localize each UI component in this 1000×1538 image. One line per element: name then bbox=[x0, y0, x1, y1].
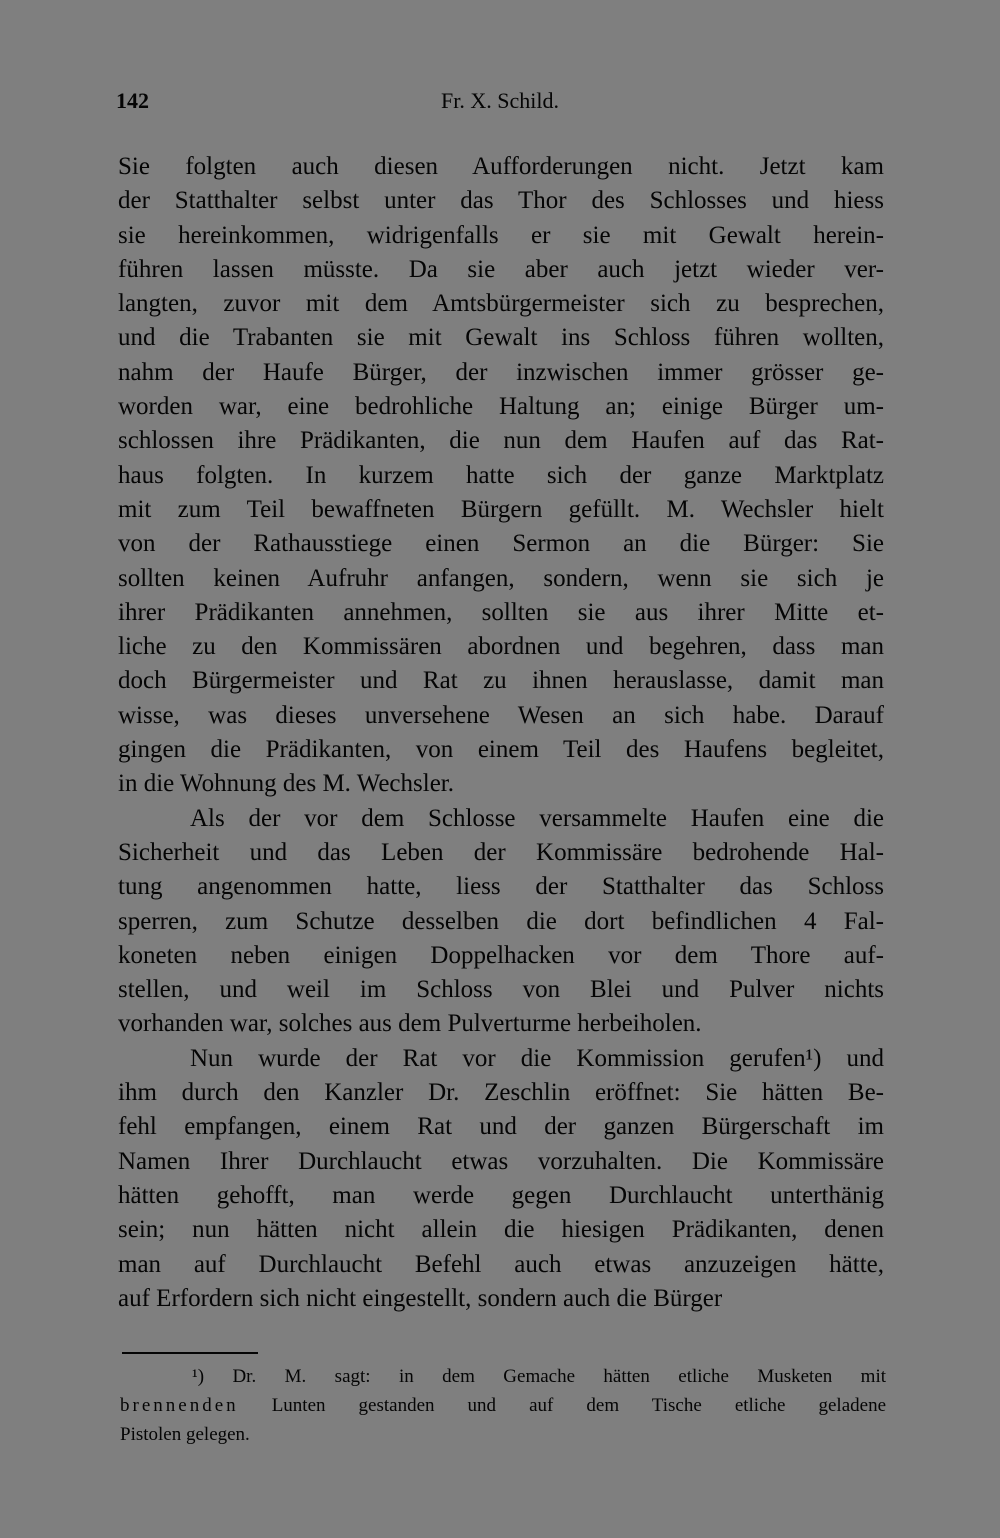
text-line: Als der vor dem Schlosse versammelte Haufen eine die bbox=[190, 804, 884, 832]
text-line: sie hereinkommen, widrigenfalls er sie mit Gewalt herein- bbox=[118, 221, 884, 249]
page-number: 142 bbox=[116, 88, 149, 113]
text-line: stellen, und weil im Schloss von Blei und Pulver nichts bbox=[118, 976, 884, 1004]
footnote-marker: ¹) bbox=[192, 1366, 205, 1387]
text-line: nahm der Haufe Bürger, der inzwischen immer grösser ge- bbox=[118, 358, 884, 386]
text-line: langten, zuvor mit dem Amtsbürgermeister sich zu besprechen, bbox=[118, 290, 884, 318]
text-line: gingen die Prädikanten, von einem Teil des Haufens begleitet, bbox=[118, 736, 884, 764]
text-line: und die Trabanten sie mit Gewalt ins Schloss führen wollten, bbox=[118, 324, 884, 352]
text-line: von der Rathausstiege einen Sermon an die Bürger: Sie bbox=[118, 530, 884, 558]
paragraph bbox=[118, 802, 884, 1042]
text-line: fehl empfangen, einem Rat und der ganzen Bürgerschaft im bbox=[118, 1113, 884, 1141]
text-line: koneten neben einigen Doppelhacken vor dem Thore auf- bbox=[118, 941, 884, 969]
footnote-spaced-word: brennenden bbox=[120, 1395, 239, 1416]
text-line: schlossen ihre Prädikanten, die nun dem Haufen auf das Rat- bbox=[118, 427, 884, 455]
running-head: Fr. X. Schild. bbox=[441, 88, 559, 113]
footnote-text: Dr. M. sagt: in dem Gemache hätten etliche Musketen mit bbox=[232, 1366, 886, 1387]
footnote-line bbox=[120, 1391, 886, 1420]
text-line: Nun wurde der Rat vor die Kommission gerufen¹) und bbox=[190, 1044, 884, 1072]
text-line: worden war, eine bedrohliche Haltung an; einige Bürger um- bbox=[118, 393, 884, 421]
text-line: Sie folgten auch diesen Aufforderungen nicht. Jetzt kam bbox=[118, 153, 884, 180]
text-line: man auf Durchlaucht Befehl auch etwas anzuzeigen hätte, bbox=[118, 1250, 884, 1278]
text-line: tung angenommen hatte, liess der Statthalter das Schloss bbox=[118, 873, 884, 901]
footnote-line bbox=[120, 1420, 886, 1449]
footnote-divider bbox=[122, 1352, 258, 1354]
text-line: wisse, was dieses unversehene Wesen an sich habe. Darauf bbox=[118, 701, 884, 729]
paragraph bbox=[118, 1042, 884, 1316]
text-line: der Statthalter selbst unter das Thor des Schlosses und hiess bbox=[118, 187, 884, 215]
footnotes bbox=[120, 1362, 886, 1449]
text-line: Namen Ihrer Durchlaucht etwas vorzuhalten. Die Kommissäre bbox=[118, 1147, 884, 1175]
text-line: hätten gehofft, man werde gegen Durchlaucht unterthänig bbox=[118, 1181, 884, 1209]
footnote-line bbox=[120, 1362, 886, 1391]
text-line: Sicherheit und das Leben der Kommissäre bedrohende Hal- bbox=[118, 838, 884, 866]
text-line: auf Erfordern sich nicht eingestellt, sondern auch die Bürger bbox=[118, 1284, 723, 1312]
text-line: führen lassen müsste. Da sie aber auch jetzt wieder ver- bbox=[118, 255, 884, 283]
text-line: sein; nun hätten nicht allein die hiesigen Prädikanten, denen bbox=[118, 1216, 884, 1244]
text-line: doch Bürgermeister und Rat zu ihnen herauslasse, damit man bbox=[118, 667, 884, 695]
text-line: sperren, zum Schutze desselben die dort befindlichen 4 Fal- bbox=[118, 907, 884, 935]
body-text bbox=[118, 150, 884, 1316]
paragraph bbox=[118, 150, 884, 802]
text-line: mit zum Teil bewaffneten Bürgern gefüllt. M. Wechsler hielt bbox=[118, 495, 884, 523]
text-line: haus folgten. In kurzem hatte sich der ganze Marktplatz bbox=[118, 461, 884, 489]
text-line: sollten keinen Aufruhr anfangen, sondern, wenn sie sich je bbox=[118, 564, 884, 592]
text-line: liche zu den Kommissären abordnen und begehren, dass man bbox=[118, 633, 884, 661]
footnote-text: Pistolen gelegen. bbox=[120, 1424, 250, 1445]
text-line: vorhanden war, solches aus dem Pulverturme herbeiholen. bbox=[118, 1010, 702, 1038]
text-line: ihm durch den Kanzler Dr. Zeschlin eröffnet: Sie hätten Be- bbox=[118, 1079, 884, 1107]
footnote-text: Lunten gestanden und auf dem Tische etliche geladene bbox=[271, 1395, 887, 1416]
text-line: in die Wohnung des M. Wechsler. bbox=[118, 770, 454, 798]
text-line: ihrer Prädikanten annehmen, sollten sie aus ihrer Mitte et- bbox=[118, 598, 884, 626]
